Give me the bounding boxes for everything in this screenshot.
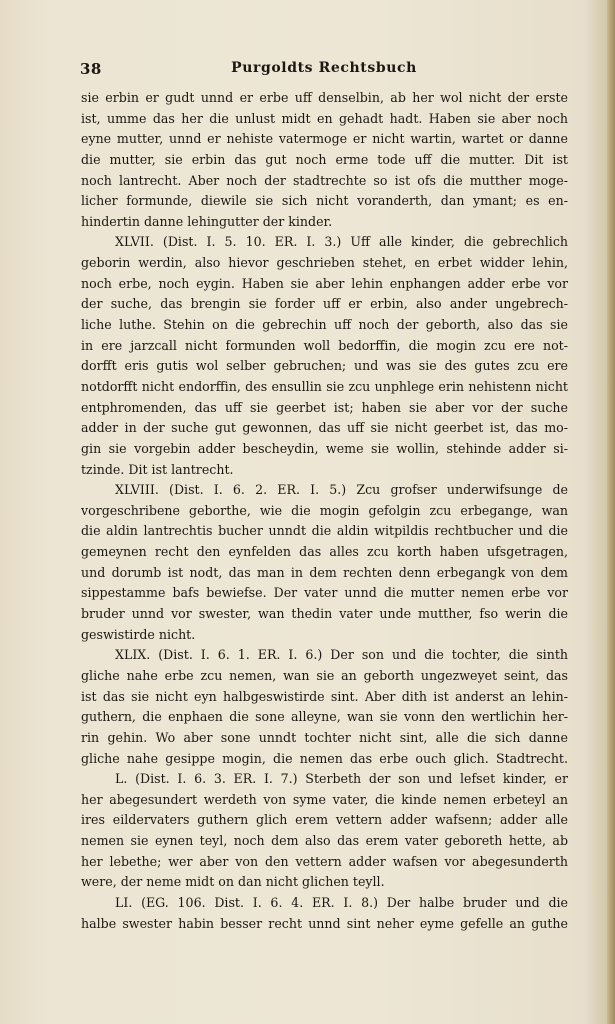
- text-line: bruder unnd vor swester, wan thedin vater unde mutther, fso werin die: [81, 606, 568, 622]
- text-line: die aldin lantrechtis bucher unndt die aldin witpildis rechtbucher und die: [81, 523, 568, 539]
- text-line: were, der neme midt on dan nicht glichen teyll.: [81, 874, 385, 890]
- text-line: notdorfft nicht endorffin, des ensullin sie zcu unphlege erin nehistenn nicht: [81, 378, 568, 394]
- text-line: noch erbe, noch eygin. Haben sie aber lehin enphangen adder erbe vor: [81, 275, 568, 291]
- text-line: her abegesundert werdeth von syme vater, die kinde nemen erbeteyl an: [81, 791, 568, 807]
- section-heading-line: XLVII. (Dist. I. 5. 10. ER. I. 3.) Uff alle kinder, die gebrechlich: [115, 234, 568, 250]
- text-line: adder in der suche gut gewonnen, das uff sie nicht geerbet ist, das mo-: [81, 420, 568, 436]
- text-line: dorfft eris gutis wol selber gebruchen; und was sie des gutes zcu ere: [81, 358, 568, 374]
- text-line: ist das sie nicht eyn halbgeswistirde sint. Aber dith ist anderst an lehin-: [81, 688, 568, 704]
- page-edge: [607, 0, 615, 1024]
- section-heading-line: XLVIII. (Dist. I. 6. 2. ER. I. 5.) Zcu grofser underwifsunge de: [115, 482, 568, 498]
- text-line: halbe swester habin besser recht unnd sint neher eyme gefelle an guthe: [81, 915, 568, 931]
- text-line: eyne mutter, unnd er nehiste vatermoge er nicht wartin, wartet or danne: [81, 131, 568, 147]
- text-line: entphromenden, das uff sie geerbet ist; haben sie aber vor der suche: [81, 399, 568, 415]
- text-line: rin gehin. Wo aber sone unndt tochter nicht sint, alle die sich danne: [81, 729, 568, 745]
- section-heading-line: LI. (EG. 106. Dist. I. 6. 4. ER. I. 8.) Der halbe bruder und die: [115, 894, 568, 910]
- text-line: nemen sie eynen teyl, noch dem also das erem vater geboreth hette, ab: [81, 833, 568, 849]
- running-title: Purgoldts Rechtsbuch: [231, 60, 417, 76]
- text-line: ist, umme das her die unlust midt en gehadt hadt. Haben sie aber noch: [81, 110, 568, 126]
- text-line: vorgeschribene geborthe, wie die mogin gefolgin zcu erbegange, wan: [81, 502, 568, 518]
- text-line: in ere jarzcall nicht formunden woll bedorffin, die mogin zcu ere not-: [81, 337, 568, 353]
- text-line: gliche nahe erbe zcu nemen, wan sie an geborth ungezweyet seint, das: [81, 667, 568, 683]
- text-line: hindertin danne lehingutter der kinder.: [81, 213, 333, 229]
- text-line: tzinde. Dit ist lantrecht.: [81, 461, 234, 477]
- text-line: gliche nahe gesippe mogin, die nemen das erbe ouch glich. Stadtrecht.: [81, 750, 568, 766]
- text-line: gin sie vorgebin adder bescheydin, weme sie wollin, stehinde adder si-: [81, 440, 568, 456]
- section-heading-line: XLIX. (Dist. I. 6. 1. ER. I. 6.) Der son und die tochter, die sinth: [115, 647, 568, 663]
- text-line: geborin werdin, also hievor geschrieben stehet, en erbet widder lehin,: [81, 255, 568, 271]
- text-line: noch lantrecht. Aber noch der stadtrechte so ist ofs die mutther moge-: [81, 172, 568, 188]
- text-line: her lebethe; wer aber von den vettern adder wafsen vor abegesunderth: [81, 853, 568, 869]
- text-line: licher formunde, diewile sie sich nicht voranderth, dan ymant; es en-: [81, 193, 568, 209]
- text-line: geswistirde nicht.: [81, 626, 196, 642]
- text-line: sippestamme bafs bewiefse. Der vater unnd die mutter nemen erbe vor: [81, 585, 568, 601]
- text-line: gemeynen recht den eynfelden das alles zcu korth haben ufsgetragen,: [81, 544, 568, 560]
- text-line: guthern, die enphaen die sone alleyne, wan sie vonn den wertlichin her-: [81, 709, 568, 725]
- page-header: [80, 60, 568, 80]
- text-line: liche luthe. Stehin on die gebrechin uff noch der geborth, also das sie: [81, 317, 568, 333]
- text-line: die mutter, sie erbin das gut noch erme tode uff die mutter. Dit ist: [81, 151, 568, 167]
- text-line: sie erbin er gudt unnd er erbe uff denselbin, ab her wol nicht der erste: [81, 90, 568, 105]
- page-number: 38: [80, 60, 102, 78]
- text-line: und dorumb ist nodt, das man in dem rechten denn erbegangk von dem: [81, 564, 568, 580]
- section-heading-line: L. (Dist. I. 6. 3. ER. I. 7.) Sterbeth der son und lefset kinder, er: [115, 771, 568, 787]
- body-text: [81, 88, 568, 934]
- text-line: ires eildervaters guthern glich erem vettern adder wafsenn; adder alle: [81, 812, 568, 828]
- text-line: der suche, das brengin sie forder uff er erbin, also ander ungebrech-: [81, 296, 568, 312]
